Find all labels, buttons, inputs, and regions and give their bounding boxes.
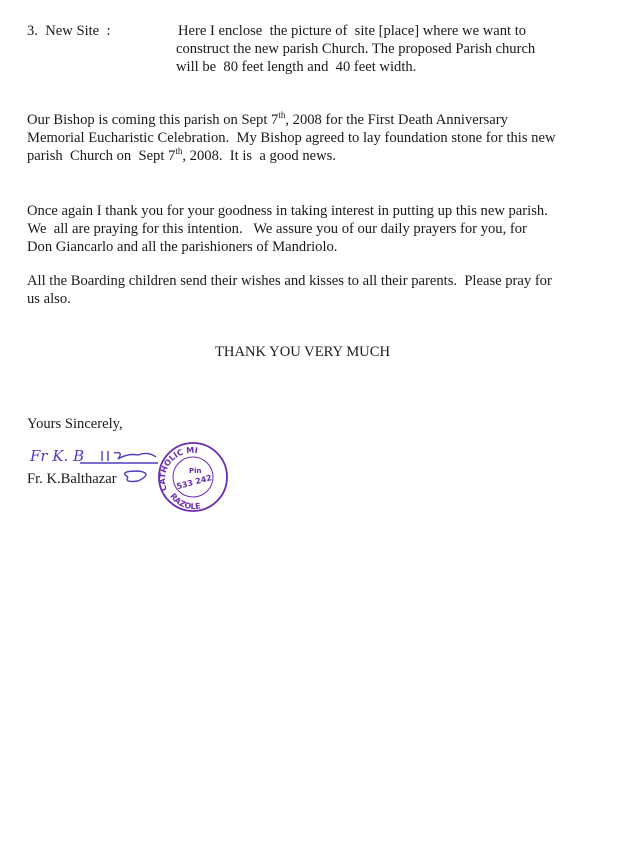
closing-heading: THANK YOU VERY MUCH <box>215 344 390 360</box>
stamp-bottom-text: RAZOLE <box>168 491 202 512</box>
signature-scribble: Fr K. B <box>30 447 85 465</box>
children-paragraph-line: All the Boarding children send their wishes and kisses to all their parents. Please pray for <box>27 273 552 289</box>
text: parish Church on Sept 7 <box>27 148 176 164</box>
bishop-paragraph-line <box>27 147 336 165</box>
text: Our Bishop is coming this parish on Sept 7 <box>27 112 279 128</box>
church-stamp <box>156 440 231 515</box>
thanks-paragraph-line: Once again I thank you for your goodness in taking interest in putting up this new parish. <box>27 203 548 219</box>
item-3-line: will be 80 feet length and 40 feet width. <box>176 59 417 75</box>
bishop-paragraph-line <box>27 111 508 129</box>
svg-text:RAZOLE <box>168 492 201 511</box>
stamp-top-text: CATHOLIC MI <box>157 445 199 493</box>
children-paragraph-line: us also. <box>27 291 71 307</box>
stamp-pin-label: Pin <box>189 467 202 475</box>
item-3-label: 3. New Site : <box>27 23 111 39</box>
stamp-pin-code: 533 242 <box>175 473 213 492</box>
text: , 2008 for the First Death Anniversary <box>285 112 508 128</box>
signature-name: Fr. K.Balthazar <box>27 471 117 487</box>
superscript: th <box>175 146 183 156</box>
bishop-paragraph-line: Memorial Eucharistic Celebration. My Bishop agreed to lay foundation stone for this new <box>27 130 556 146</box>
thanks-paragraph-line: We all are praying for this intention. We assure you of our daily prayers for you, for <box>24 221 527 237</box>
item-3-line: Here I enclose the picture of site [place] where we want to <box>178 23 527 39</box>
valediction: Yours Sincerely, <box>27 416 123 432</box>
thanks-paragraph-line: Don Giancarlo and all the parishioners of Mandriolo. <box>27 239 338 255</box>
item-3-line: construct the new parish Church. The proposed Parish church <box>176 41 536 57</box>
text: , 2008. It is a good news. <box>182 148 337 164</box>
superscript: th <box>278 110 286 120</box>
